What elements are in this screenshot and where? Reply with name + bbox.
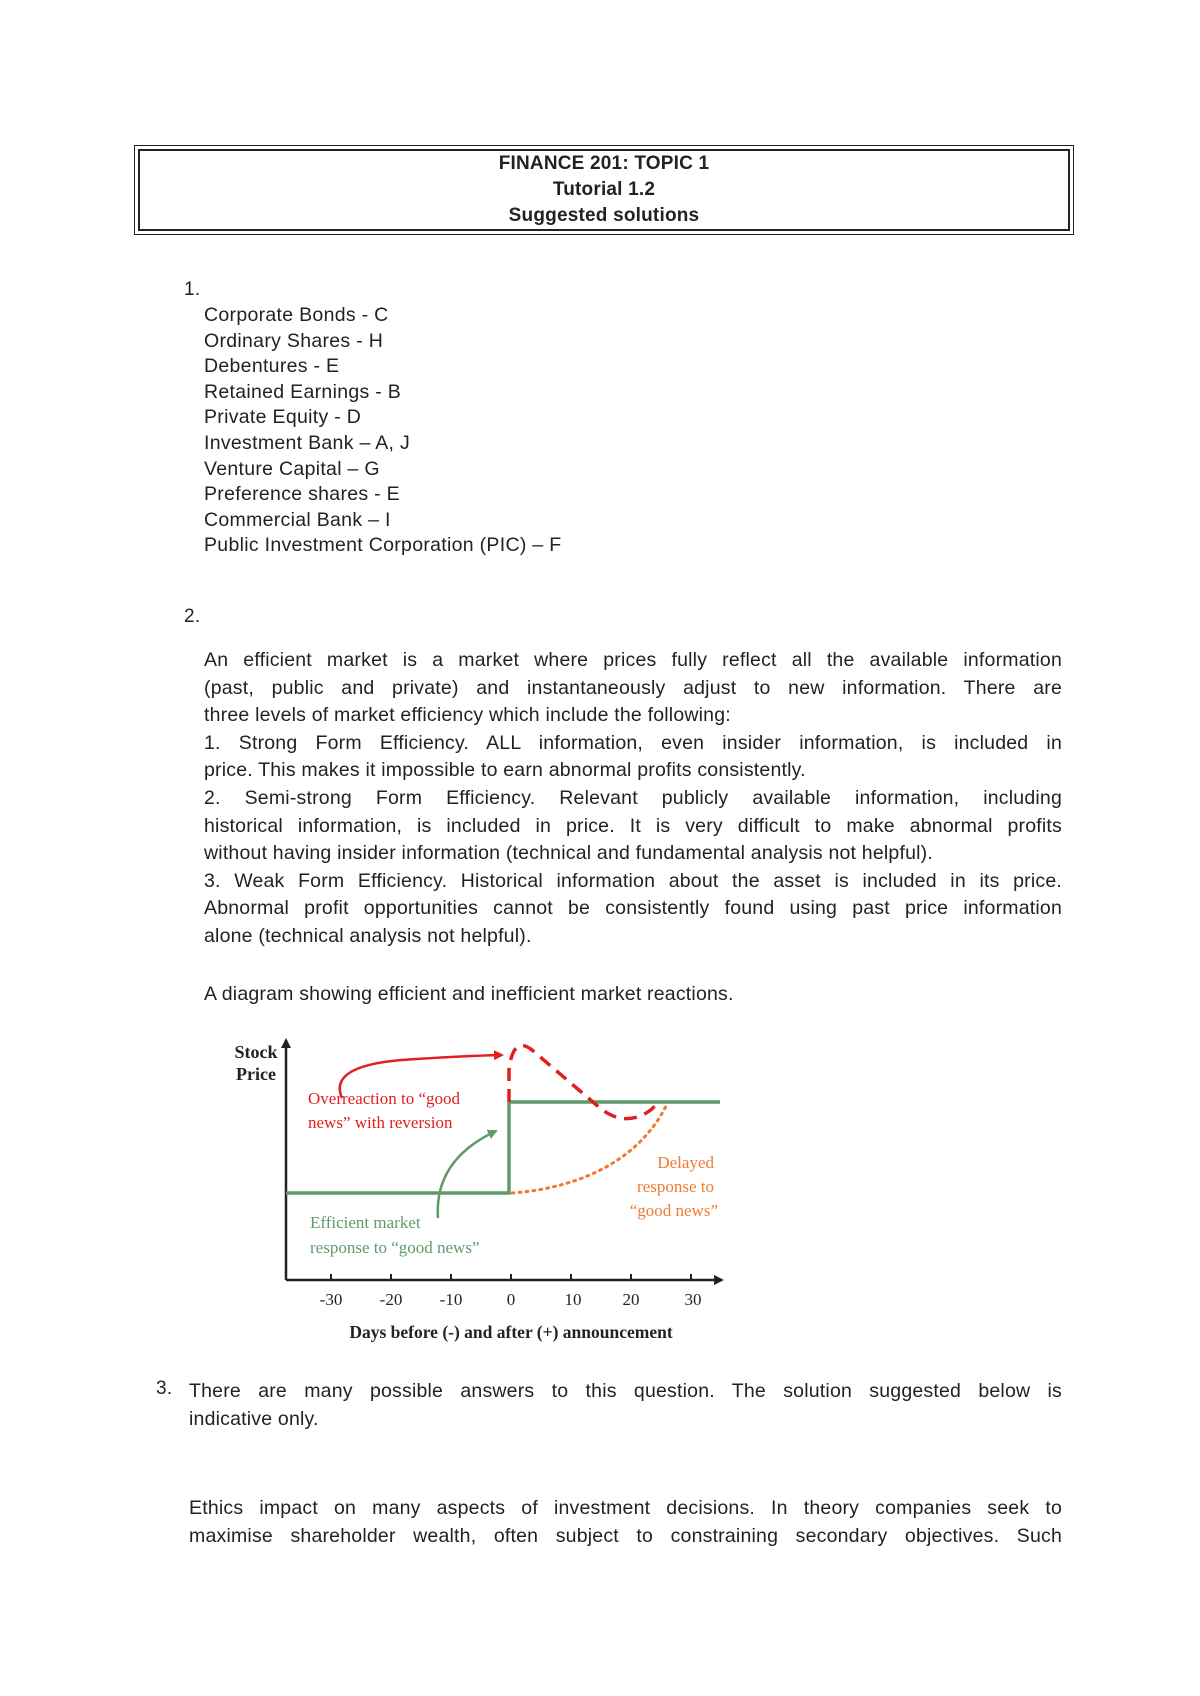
- y-axis-label-line-1: Stock: [234, 1042, 278, 1062]
- text-line: indicative only.: [189, 1407, 319, 1430]
- list-item: Preference shares - E: [204, 483, 400, 506]
- text-line: price. This makes it impossible to earn abnormal profits consistently.: [204, 759, 806, 782]
- question-1-number: 1.: [184, 279, 201, 300]
- x-tick-label: -20: [379, 1290, 403, 1309]
- list-item: Commercial Bank – I: [204, 508, 391, 531]
- overreaction-label-line-1: Overreaction to “good: [308, 1089, 460, 1108]
- list-item: Ordinary Shares - H: [204, 329, 384, 352]
- title-box-inner: [138, 149, 1070, 231]
- x-tick-label: 20: [622, 1290, 640, 1309]
- text-line: Ethics impact on many aspects of investment decisions. In theory companies seek to: [189, 1497, 1062, 1519]
- text-line: 1. Strong Form Efficiency. ALL information, even insider information, is included in: [204, 731, 1062, 754]
- text-line: There are many possible answers to this question. The solution suggested below is: [189, 1380, 1062, 1402]
- overreaction-label-line-2: news” with reversion: [308, 1113, 453, 1132]
- efficient-label-line-1: Efficient market: [310, 1213, 421, 1232]
- efficient-label-line-2: response to “good news”: [310, 1238, 480, 1257]
- overreaction-line: [509, 1046, 656, 1119]
- subtitle: Suggested solutions: [508, 205, 700, 226]
- x-axis-label: Days before (-) and after (+) announcement: [349, 1322, 673, 1342]
- question-1-answer-list: [204, 303, 561, 559]
- text-line: alone (technical analysis not helpful).: [204, 924, 532, 947]
- question-3-number: 3.: [156, 1378, 173, 1399]
- x-tick-label: 0: [506, 1290, 516, 1309]
- x-tick-label: -30: [319, 1290, 343, 1309]
- question-3-body: [189, 1495, 1062, 1550]
- list-item: Retained Earnings - B: [204, 380, 402, 403]
- list-item: Corporate Bonds - C: [204, 304, 389, 326]
- question-2-answer: [204, 647, 1062, 951]
- list-item: Private Equity - D: [204, 406, 362, 429]
- delayed-label-line-3: “good news”: [629, 1201, 718, 1220]
- x-tick-label: 30: [684, 1290, 702, 1309]
- text-line: three levels of market efficiency which include the following:: [204, 704, 731, 727]
- text-line: (past, public and private) and instantaneously adjust to new information. There are: [204, 676, 1062, 699]
- list-item: Investment Bank – A, J: [204, 431, 411, 454]
- question-3-intro: [189, 1378, 1062, 1433]
- list-item: Public Investment Corporation (PIC) – F: [204, 534, 562, 557]
- diagram-caption: [204, 981, 1062, 1009]
- title-box: [134, 145, 1074, 235]
- text-line: without having insider information (technical and fundamental analysis not helpful).: [204, 842, 933, 865]
- text-line: A diagram showing efficient and inefficient market reactions.: [204, 983, 734, 1005]
- tutorial-title: Tutorial 1.2: [552, 179, 656, 200]
- text-line: Abnormal profit opportunities cannot be consistently found using past price information: [204, 897, 1062, 920]
- list-item: Debentures - E: [204, 355, 340, 378]
- y-axis-label-line-2: Price: [236, 1064, 276, 1084]
- market-reaction-diagram: [220, 1030, 740, 1350]
- text-line: 2. Semi-strong Form Efficiency. Relevant publicly available information, including: [204, 786, 1062, 809]
- delayed-label-line-1: Delayed: [657, 1153, 714, 1172]
- course-title: FINANCE 201: TOPIC 1: [498, 153, 710, 174]
- delayed-label-line-2: response to: [637, 1177, 714, 1196]
- text-line: maximise shareholder wealth, often subject to constraining secondary objectives. Such: [189, 1524, 1062, 1547]
- efficient-arrow: [438, 1131, 496, 1218]
- text-line: historical information, is included in price. It is very difficult to make abnormal profits: [204, 814, 1062, 837]
- text-line: An efficient market is a market where prices fully reflect all the available information: [204, 649, 1062, 671]
- x-tick-label: 10: [564, 1290, 582, 1309]
- x-tick-label: -10: [439, 1290, 463, 1309]
- question-2-number: 2.: [184, 606, 201, 627]
- list-item: Venture Capital – G: [204, 457, 380, 480]
- text-line: 3. Weak Form Efficiency. Historical information about the asset is included in its price.: [204, 869, 1062, 892]
